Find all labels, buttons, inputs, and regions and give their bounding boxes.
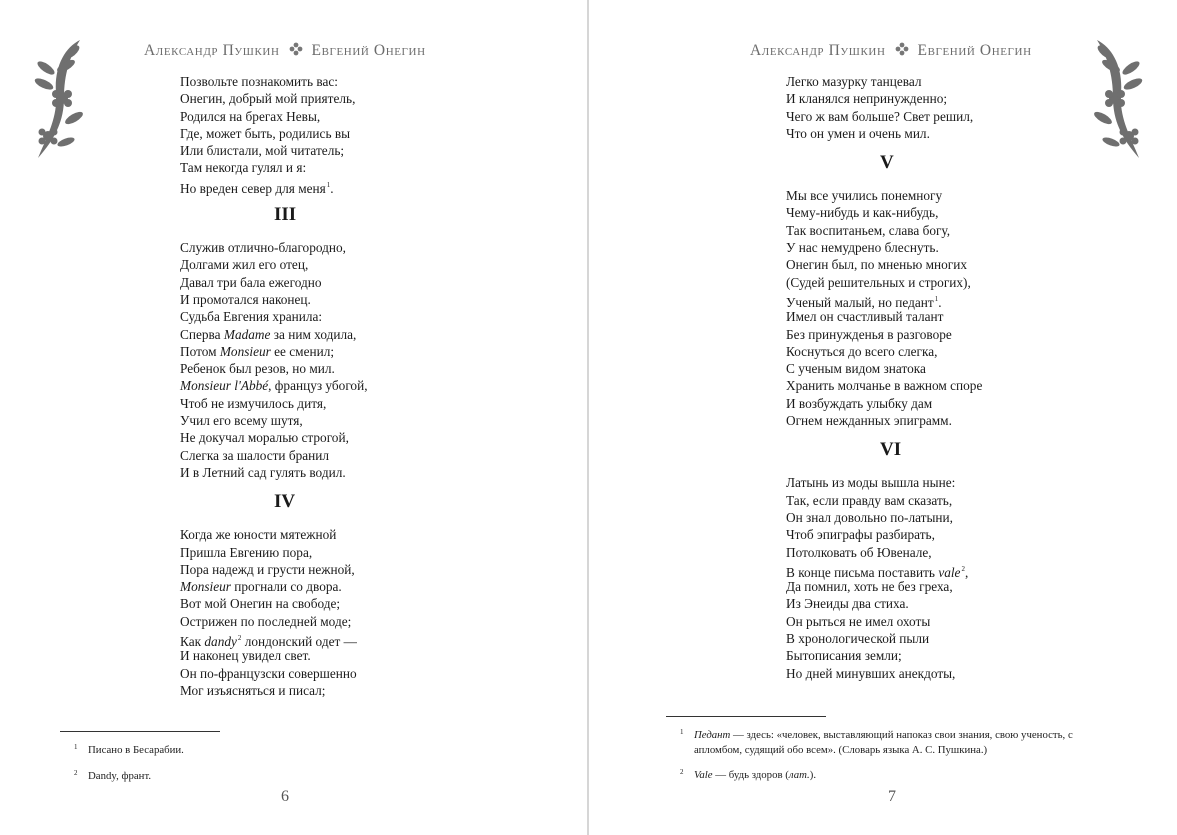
stanza-number: III [274,204,297,226]
verse-line: Хранить молчанье в важном споре [786,378,983,394]
verse-line: Там некогда гулял и я: [180,160,307,176]
footnote [74,766,184,784]
verse-line: И промотался наконец. [180,291,311,307]
verse-line: Так, если правду вам сказать, [786,492,953,508]
verse-line: Когда же юности мятежной [180,527,337,543]
verse-line: Из Энеиды два стиха. [786,596,909,612]
italic-text: лат. [788,769,810,781]
verse-line: Учил его всему шутя, [180,413,303,429]
verse-line: И наконец увидел свет. [180,648,311,664]
stanza [180,73,368,194]
verse-line: Родился на брегах Невы, [180,108,321,124]
verse-line: Мы все учились понемногу [786,188,943,204]
header-title: Евгений Онегин [917,42,1032,59]
fleuron-icon [288,41,304,57]
running-header [750,41,1032,60]
verse-line: В конце письма поставить vale$^2$, [786,564,969,580]
footnote-rule [666,716,826,717]
footnotes [680,725,1073,791]
verse-line: Имел он счастливый талант [786,309,944,325]
italic-text: Monsieur l'Abbé [180,378,269,394]
verse-line: Вот мой Онегин на свободе; [180,596,341,612]
verse-line: Но вреден север для меня$^1$. [180,180,334,196]
italic-text: Monsieur [219,343,271,359]
footnote [680,725,1073,757]
fleuron-icon [894,41,910,57]
stanza [180,239,368,481]
verse-line: Monsieur l'Abbé, француз убогой, [180,378,368,394]
verse-line: Долгами жил его отец, [180,257,309,273]
footnotes [74,740,184,791]
verse-line: Служив отлично-благородно, [180,240,346,256]
verse-line: В хронологической пыли [786,631,930,647]
footnote [74,740,184,758]
verse-line: Онегин, добрый мой приятель, [180,91,356,107]
verse-line: Как dandy$^2$ лондонский одет — [180,634,357,650]
verse-line: Monsieur прогнали со двора. [180,579,342,595]
stanza-number: VI [880,439,902,461]
floral-ornament-icon [1093,38,1143,163]
verse-line: Ученый малый, но педант$^1$. [786,294,942,310]
verse-line: Пришла Евгению пора, [180,544,313,560]
verse-line: Но дней минувших анекдоты, [786,665,956,681]
verse-line: Потом Monsieur ее сменил; [180,343,335,359]
verse-line: И кланялся непринужденно; [786,91,948,107]
verse-line: Он по-французски совершенно [180,665,357,681]
left-page [0,0,588,835]
footnote-ref: 1 [326,180,331,189]
verse-text [786,73,982,682]
verse-text [180,73,368,699]
verse-line: С ученым видом знатока [786,361,926,377]
verse-line: Судьба Евгения хранила: [180,309,323,325]
verse-line: Не докучал моралью строгой, [180,430,349,446]
footnote-ref: 2 [961,564,965,573]
header-title: Евгений Онегин [311,42,426,59]
verse-line: У нас немудрено блеснуть. [786,240,939,256]
verse-line: Онегин был, по мненью многих [786,257,967,273]
italic-text: Madame [223,326,271,342]
header-author: Александр Пушкин [144,42,280,59]
footnote-ref: 1 [934,294,939,303]
verse-line: Он знал довольно по-латыни, [786,509,953,525]
verse-line: Или блистали, мой читатель; [180,143,345,159]
verse-line: Без принужденья в разговоре [786,326,952,342]
right-page [589,0,1177,835]
footnote-ref: 2 [237,634,242,643]
verse-line: Ребенок был резов, но мил. [180,361,335,377]
floral-ornament-icon [34,38,84,163]
italic-text: dandy [204,634,237,650]
page-number: 7 [888,788,896,805]
verse-line: Чтоб не измучилось дитя, [180,395,327,411]
italic-text: vale [938,564,961,580]
verse-line: Позвольте познакомить вас: [180,74,338,89]
footnote-text: Dandy, франт. [88,769,152,782]
verse-line: Огнем нежданных эпиграмм. [786,413,952,429]
verse-line: Да помнил, хоть не без греха, [786,579,953,595]
page-number: 6 [281,788,289,805]
footnote [680,765,1073,783]
verse-line: Он рыться не имел охоты [786,613,931,629]
verse-line: И возбуждать улыбку дам [786,395,933,411]
verse-line: Потолковать об Ювенале, [786,544,932,560]
verse-line: Чего ж вам больше? Свет решил, [786,108,974,124]
stanza [786,474,982,682]
footnote-mark: 2 [680,768,684,776]
verse-line: Давал три бала ежегодно [180,274,322,290]
italic-text: Педант [694,729,731,741]
stanza-number: IV [274,491,296,513]
stanza [786,73,982,142]
verse-line: Коснуться до всего слегка, [786,343,938,359]
verse-line: Сперва Madame за ним ходила, [180,326,357,342]
footnote-mark: 2 [74,768,78,777]
footnote-mark: 1 [680,728,684,736]
footnote-text: Vale — будь здоров (лат.). [694,769,817,781]
italic-text: Monsieur [180,579,231,595]
verse-line: Мог изъясняться и писал; [180,682,326,698]
stanza [180,526,368,699]
verse-line: Слегка за шалости бранил [180,447,330,463]
footnote-text: Писано в Бесарабии. [88,744,184,756]
footnote-rule [60,731,220,732]
verse-line: Что он умен и очень мил. [786,125,930,141]
verse-line: Легко мазурку танцевал [786,74,922,89]
verse-line: (Судей решительных и строгих), [786,274,971,290]
footnote-mark: 1 [74,743,78,751]
verse-line: Так воспитаньем, слава богу, [786,222,951,238]
verse-line: И в Летний сад гулять водил. [180,464,346,480]
verse-line: Бытописания земли; [786,648,902,664]
running-header [144,41,426,60]
italic-text: Vale [694,769,713,781]
footnote-text-continued: апломбом, судящий обо всем». (Словарь языка А. С. Пушкина.) [694,743,988,756]
verse-line: Где, может быть, родились вы [180,125,351,141]
stanza [786,187,982,429]
verse-line: Чему-нибудь и как-нибудь, [786,205,939,221]
footnote-text: Педант — здесь: «человек, выставляющий напоказ свои знания, свою ученость, с [694,729,1073,741]
verse-line: Пора надежд и грусти нежной, [180,561,355,577]
verse-line: Чтоб эпиграфы разбирать, [786,527,935,543]
verse-line: Латынь из моды вышла ныне: [786,475,956,491]
header-author: Александр Пушкин [750,42,886,59]
verse-line: Острижен по последней моде; [180,613,352,629]
stanza-number: V [880,152,894,174]
